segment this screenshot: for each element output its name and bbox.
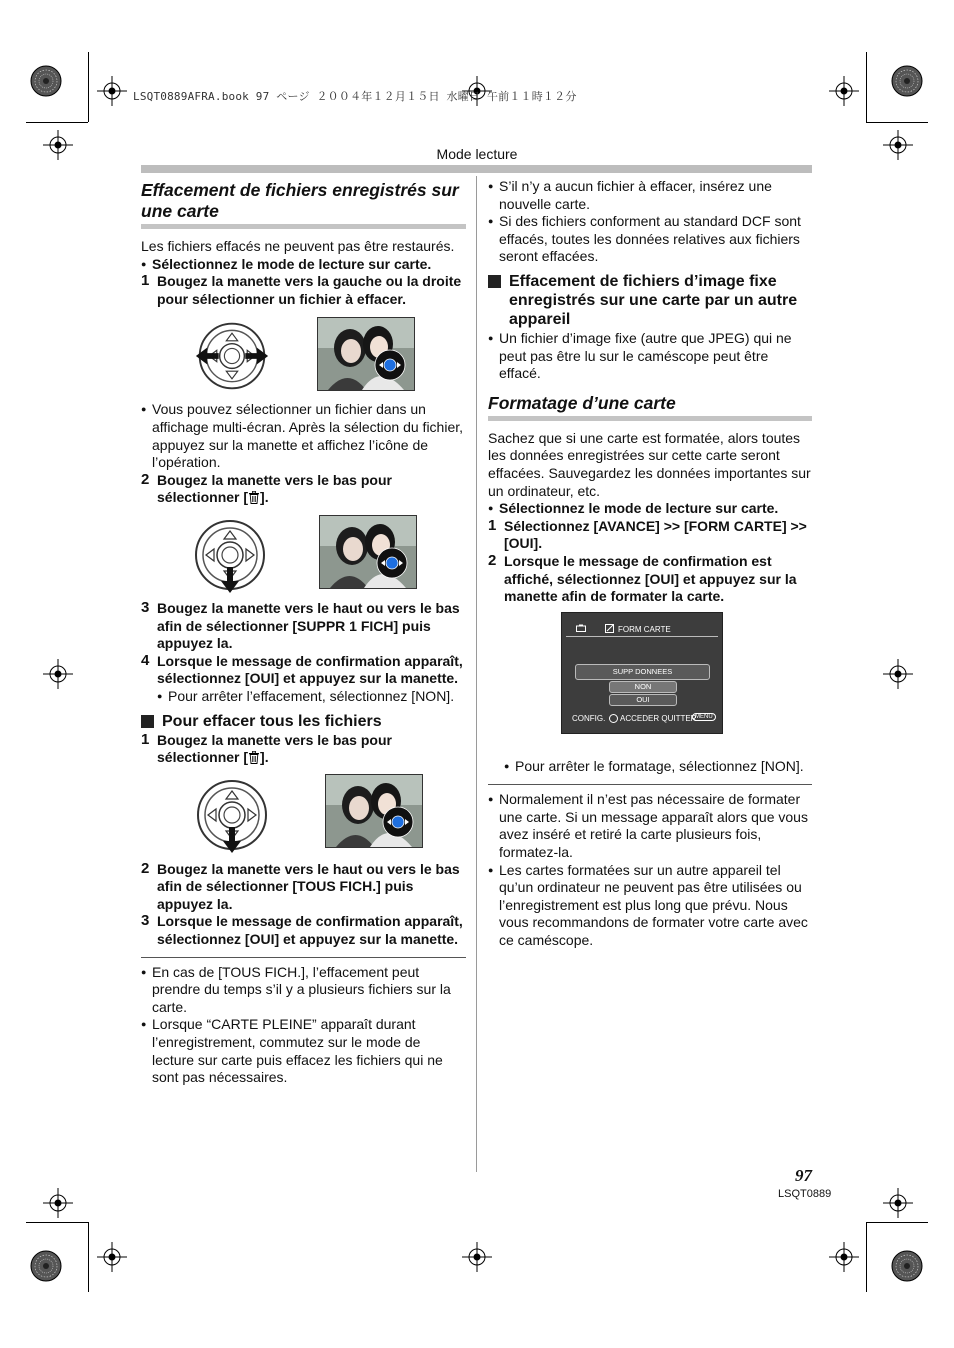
card-format-icon bbox=[605, 624, 615, 633]
trash-icon bbox=[248, 491, 260, 504]
step-4 bbox=[141, 653, 466, 688]
step-1 bbox=[141, 273, 466, 308]
note-no-files: ● S’il n’y a aucun fichier à effacer, insérez une nouvelle carte. bbox=[488, 178, 812, 213]
step-text: Bougez la manette vers le haut ou vers le bas afin de sélectionner [SUPPR 1 FICH] puis appuyez la. bbox=[157, 599, 460, 652]
crop-line bbox=[26, 1222, 88, 1223]
screen-title: FORM CARTE bbox=[618, 625, 671, 634]
color-target-icon bbox=[29, 1249, 63, 1283]
note-multi-screen: ● Vous pouvez sélectionner un fichier dans un affichage multi-écran. Après la sélection du fichier, appuyez sur la manette et affichez l’icône de l’opération. bbox=[141, 401, 466, 471]
footer-access-quit: ACCEDER QUITTER bbox=[620, 714, 697, 723]
notes-rule bbox=[141, 957, 466, 958]
registration-mark-icon bbox=[462, 1242, 492, 1272]
print-header: LSQT0889AFRA.book 97 ページ ２００４年１２月１５日 水曜日 午前１１時１２分 bbox=[133, 90, 577, 103]
registration-mark-icon bbox=[829, 1242, 859, 1272]
left-column bbox=[141, 176, 466, 1087]
option-yes-button[interactable]: OUI bbox=[609, 694, 677, 706]
screen-title-rule bbox=[566, 636, 718, 637]
crop-line bbox=[866, 1222, 928, 1223]
step-text-end: ]. bbox=[260, 749, 269, 766]
subhead-other-device bbox=[488, 272, 812, 329]
step-text: Bougez la manette vers le bas pour sélectionner [ bbox=[157, 731, 392, 766]
step-text: Bougez la manette vers le bas pour sélectionner [ bbox=[157, 471, 392, 506]
registration-mark-icon bbox=[829, 76, 859, 106]
format-card-screen bbox=[561, 612, 723, 734]
registration-mark-icon bbox=[43, 659, 73, 689]
step-number: 2 bbox=[141, 859, 150, 877]
format-intro: Sachez que si une carte est formatée, alors toutes les données enregistrées sur cette carte seront effacées. Sauvegardez les données importantes sur un ordinateur, etc. bbox=[488, 429, 811, 499]
intro-text: Les fichiers effacés ne peuvent pas être restaurés. bbox=[141, 238, 455, 254]
registration-mark-icon bbox=[883, 659, 913, 689]
message-bar: SUPP DONNEES bbox=[575, 664, 710, 680]
step-text: Lorsque le message de confirmation apparaît, sélectionnez [OUI] et appuyez sur la manette. bbox=[157, 913, 463, 948]
page-code: LSQT0889 bbox=[778, 1188, 832, 1200]
heading-delete-files: Effacement de fichiers enregistrés sur une carte bbox=[141, 180, 459, 221]
joystick-small-icon bbox=[609, 714, 618, 723]
subhead-text: Effacement de fichiers d’image fixe enregistrés sur une carte par un autre appareil bbox=[509, 272, 798, 328]
registration-mark-icon bbox=[43, 1188, 73, 1218]
step-number: 1 bbox=[141, 730, 150, 748]
step-number: 1 bbox=[141, 272, 150, 290]
step-number: 2 bbox=[488, 551, 497, 569]
camera-icon bbox=[576, 624, 586, 632]
heading-rule bbox=[141, 224, 466, 229]
all-step-1 bbox=[141, 732, 466, 767]
step-number: 3 bbox=[141, 912, 150, 930]
step-number: 3 bbox=[141, 598, 150, 616]
step-3 bbox=[141, 600, 466, 653]
step-text: Bougez la manette vers le haut ou vers le bas afin de sélectionner [TOUS FICH.] puis appuyez la. bbox=[157, 860, 460, 912]
all-step-2 bbox=[141, 861, 466, 914]
joystick-icon bbox=[192, 318, 272, 394]
heading-rule bbox=[488, 416, 812, 421]
trash-icon bbox=[248, 751, 260, 764]
footer-config: CONFIG. bbox=[572, 714, 606, 723]
note-non-jpeg: ● Un fichier d’image fixe (autre que JPEG) qui ne peut pas être lu sur le caméscope peut être effacé. bbox=[488, 330, 812, 383]
color-target-icon bbox=[890, 64, 924, 98]
joystick-icon bbox=[190, 515, 270, 595]
subhead-text: Pour effacer tous les fichiers bbox=[162, 712, 382, 730]
figure-step-1 bbox=[141, 318, 466, 396]
format-step-2 bbox=[488, 553, 812, 606]
step-text: Bougez la manette vers la gauche ou la droite pour sélectionner un fichier à effacer. bbox=[157, 273, 462, 307]
step-text: Lorsque le message de confirmation est affiché, sélectionnez [OUI] et appuyez sur la manette afin de formater la carte. bbox=[504, 552, 797, 605]
crop-line bbox=[866, 52, 867, 122]
registration-mark-icon bbox=[883, 1188, 913, 1218]
note-cancel-format: ● Pour arrêter le formatage, sélectionnez [NON]. bbox=[504, 758, 812, 776]
subhead-delete-all bbox=[141, 712, 466, 731]
crop-line bbox=[26, 122, 88, 123]
note-dcf: ● Si des fichiers conforment au standard DCF sont effacés, toutes les données relatives aux fichiers seront effacées. bbox=[488, 213, 812, 266]
note-card-full: ● Lorsque “CARTE PLEINE” apparaît durant l’enregistrement, commutez sur le mode de lecture sur carte puis effacez les fichiers qui ne sont pas nécessaires. bbox=[141, 1016, 466, 1086]
bullet-select-mode: ● Sélectionnez le mode de lecture sur carte. bbox=[488, 500, 812, 518]
registration-mark-icon bbox=[97, 76, 127, 106]
color-target-icon bbox=[29, 64, 63, 98]
notes-rule bbox=[488, 784, 812, 785]
note-other-format: ● Les cartes formatées sur un autre appareil tel qu’un ordinateur ne peuvent pas être utilisées ou l’enregistrement est plus long que prévu. Nous vous recommandons de formater votre carte avec ce caméscope. bbox=[488, 862, 812, 950]
square-marker bbox=[141, 715, 154, 728]
note-all-files: ● En cas de [TOUS FICH.], l’effacement peut prendre du temps s’il y a plusieurs fichiers sur la carte. bbox=[141, 964, 466, 1017]
crop-line bbox=[88, 1222, 89, 1292]
option-no-button[interactable]: NON bbox=[609, 681, 677, 693]
square-marker bbox=[488, 275, 501, 288]
figure-all-step-1 bbox=[141, 776, 466, 856]
bullet-select-mode: ● Sélectionnez le mode de lecture sur carte. bbox=[141, 256, 466, 274]
page-number: 97 bbox=[795, 1166, 812, 1185]
all-step-3 bbox=[141, 913, 466, 948]
section-label: Mode lecture bbox=[436, 146, 518, 162]
step-text-end: ]. bbox=[260, 489, 269, 506]
right-column bbox=[488, 176, 812, 950]
crop-line bbox=[866, 122, 928, 123]
step-text: Sélectionnez [AVANCE] >> [FORM CARTE] >> [OUI]. bbox=[504, 517, 807, 552]
step-number: 1 bbox=[488, 516, 497, 534]
crop-line bbox=[866, 1222, 867, 1292]
preview-photo bbox=[319, 515, 417, 589]
figure-step-2 bbox=[141, 515, 466, 595]
format-step-1 bbox=[488, 518, 812, 553]
top-rule bbox=[141, 165, 812, 173]
step-text: Lorsque le message de confirmation apparaît, sélectionnez [OUI] et appuyez sur la manette. bbox=[157, 652, 463, 687]
color-target-icon bbox=[890, 1249, 924, 1283]
preview-photo bbox=[325, 774, 423, 848]
note-format-normally: ● Normalement il n’est pas nécessaire de formater une carte. Si un message apparaît alors que vous avez inséré et retiré la carte plusieurs fois, formatez-la. bbox=[488, 791, 812, 861]
preview-photo bbox=[317, 317, 415, 391]
registration-mark-icon bbox=[97, 1242, 127, 1272]
crop-line bbox=[88, 52, 89, 122]
heading-format-card: Formatage d’une carte bbox=[488, 392, 676, 413]
joystick-icon bbox=[192, 775, 272, 855]
step-number: 4 bbox=[141, 651, 150, 669]
column-divider bbox=[476, 176, 477, 1172]
step-2 bbox=[141, 472, 466, 507]
note-cancel-delete: ● Pour arrêter l’effacement, sélectionnez [NON]. bbox=[157, 688, 466, 706]
step-number: 2 bbox=[141, 470, 150, 488]
menu-badge: MENU bbox=[692, 713, 716, 721]
